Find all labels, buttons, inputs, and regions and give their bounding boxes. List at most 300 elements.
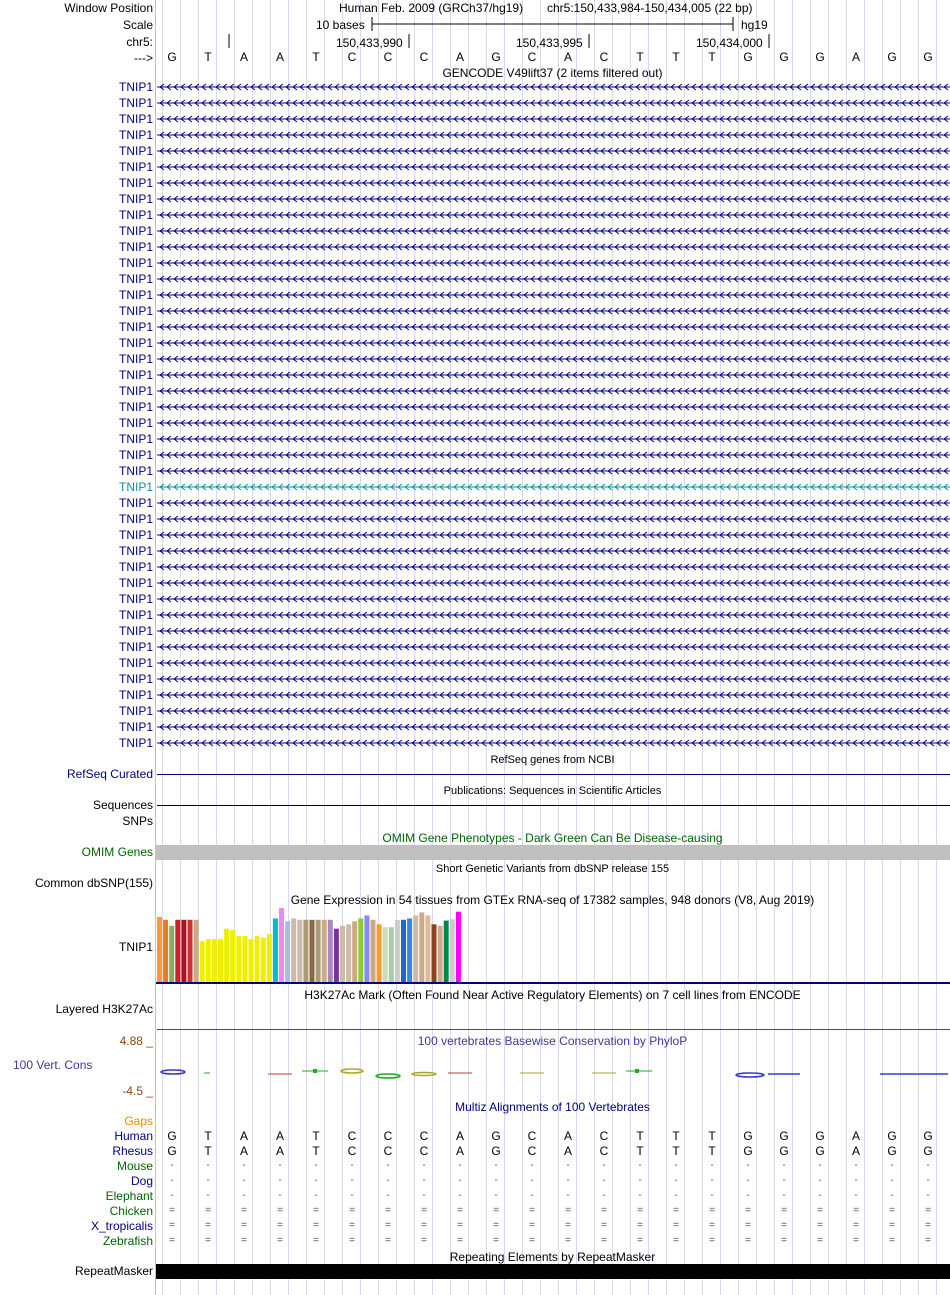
alignment-base: = — [169, 1220, 175, 1231]
gtex-tissue-bar[interactable] — [358, 918, 363, 982]
gtex-tissue-bar[interactable] — [419, 912, 424, 982]
gencode-transcript[interactable] — [155, 339, 950, 347]
omim-label[interactable]: OMIM Genes — [81, 845, 153, 859]
alignment-base: G — [491, 1144, 501, 1158]
dbsnp-label[interactable]: Common dbSNP(155) — [34, 876, 153, 890]
gtex-tissue-bar[interactable] — [346, 924, 351, 982]
window-position-label: Window Position — [64, 1, 153, 15]
alignment-base: - — [890, 1175, 894, 1186]
alignment-base: = — [709, 1205, 715, 1216]
gtex-tissue-bar[interactable] — [383, 927, 388, 982]
alignment-base: - — [854, 1160, 858, 1171]
gencode-gene-label[interactable]: TNIP1 — [118, 448, 153, 462]
alignment-base: = — [349, 1205, 355, 1216]
alignment-base: - — [854, 1175, 858, 1186]
gtex-tissue-bar[interactable] — [303, 920, 308, 982]
gencode-gene-label[interactable]: TNIP1 — [118, 224, 153, 238]
alignment-base: = — [673, 1235, 679, 1246]
alignment-base: - — [890, 1190, 894, 1201]
reference-base: A — [563, 50, 572, 64]
alignment-base: C — [383, 1144, 393, 1158]
gencode-gene-label[interactable]: TNIP1 — [118, 368, 153, 382]
alignment-base: A — [275, 1144, 284, 1158]
gtex-tissue-bar[interactable] — [181, 920, 186, 982]
gtex-tissue-bar[interactable] — [371, 920, 376, 982]
alignment-base: = — [601, 1235, 607, 1246]
repeatmasker-label[interactable]: RepeatMasker — [74, 1264, 153, 1278]
alignment-base: A — [851, 1129, 860, 1143]
gencode-transcript[interactable] — [155, 179, 950, 187]
gencode-gene-label[interactable]: TNIP1 — [118, 336, 153, 350]
gtex-tissue-bar[interactable] — [157, 917, 162, 982]
alignment-base: = — [529, 1235, 535, 1246]
gencode-gene-label[interactable]: TNIP1 — [118, 192, 153, 206]
gtex-tissue-bar[interactable] — [218, 939, 223, 982]
alignment-base: G — [887, 1129, 897, 1143]
scale-text: 10 bases — [316, 18, 365, 32]
snps-label[interactable]: SNPs — [122, 814, 153, 828]
alignment-base: = — [529, 1220, 535, 1231]
alignment-base: = — [529, 1205, 535, 1216]
alignment-base: A — [851, 1144, 860, 1158]
gtex-tissue-bar[interactable] — [310, 920, 315, 982]
alignment-base: - — [170, 1160, 174, 1171]
alignment-base: = — [169, 1205, 175, 1216]
alignment-base: = — [673, 1205, 679, 1216]
gencode-gene-label[interactable]: TNIP1 — [118, 352, 153, 366]
gencode-transcript[interactable] — [155, 563, 950, 571]
alignment-base: = — [421, 1205, 427, 1216]
gencode-gene-label[interactable]: TNIP1 — [118, 256, 153, 270]
gencode-transcript[interactable] — [155, 659, 950, 667]
alignment-base: T — [204, 1144, 212, 1158]
alignment-base: = — [493, 1235, 499, 1246]
alignment-base: - — [206, 1175, 210, 1186]
refseq-label[interactable]: RefSeq Curated — [66, 767, 153, 781]
reference-base: C — [419, 50, 429, 64]
alignment-base: - — [710, 1175, 714, 1186]
gencode-transcript[interactable] — [155, 579, 950, 587]
repeatmasker-title: Repeating Elements by RepeatMasker — [449, 1250, 656, 1264]
gtex-tissue-bar[interactable] — [285, 921, 290, 982]
gencode-gene-label[interactable]: TNIP1 — [118, 320, 153, 334]
gencode-gene-label[interactable]: TNIP1 — [118, 720, 153, 734]
gtex-tissue-bar[interactable] — [444, 921, 449, 982]
gtex-tissue-bar[interactable] — [279, 908, 284, 982]
alignment-base: = — [457, 1235, 463, 1246]
gencode-gene-label[interactable]: TNIP1 — [118, 144, 153, 158]
gtex-tissue-bar[interactable] — [395, 920, 400, 982]
species-label[interactable]: Elephant — [105, 1189, 153, 1203]
alignment-base: - — [566, 1175, 570, 1186]
alignment-base: - — [386, 1190, 390, 1201]
gencode-gene-label[interactable]: TNIP1 — [118, 656, 153, 670]
gencode-transcript[interactable] — [155, 611, 950, 619]
alignment-base: C — [599, 1129, 609, 1143]
gencode-transcript[interactable] — [155, 355, 950, 363]
alignment-base: - — [566, 1160, 570, 1171]
gtex-tissue-bar[interactable] — [364, 915, 369, 982]
gencode-transcript[interactable] — [155, 419, 950, 427]
gtex-tissue-bar[interactable] — [438, 926, 443, 982]
pubs-line[interactable] — [157, 805, 950, 806]
alignment-base: G — [167, 1144, 177, 1158]
alignment-base: - — [278, 1190, 282, 1201]
gtex-tissue-bar[interactable] — [236, 936, 241, 982]
alignment-base: A — [239, 1129, 248, 1143]
gencode-gene-label[interactable]: TNIP1 — [118, 480, 153, 494]
reference-base: G — [779, 50, 789, 64]
alignment-base: - — [818, 1175, 822, 1186]
gencode-transcript[interactable] — [155, 691, 950, 699]
gtex-label[interactable]: TNIP1 — [118, 940, 153, 954]
gencode-gene-label[interactable]: TNIP1 — [118, 112, 153, 126]
gtex-title: Gene Expression in 54 tissues from GTEx RNA-seq of 17382 samples, 948 donors (V8, Aug 2019) — [290, 893, 815, 907]
species-label[interactable]: Human — [114, 1129, 153, 1143]
gencode-gene-label[interactable]: TNIP1 — [118, 592, 153, 606]
gtex-tissue-bar[interactable] — [456, 912, 461, 982]
alignment-base: - — [566, 1190, 570, 1201]
gencode-title: GENCODE V49lift37 (2 items filtered out) — [442, 66, 663, 80]
gencode-transcript[interactable] — [155, 403, 950, 411]
gtex-tissue-bar[interactable] — [242, 936, 247, 982]
gtex-tissue-bar[interactable] — [212, 939, 217, 982]
species-label[interactable]: Rhesus — [112, 1144, 153, 1158]
gencode-transcript[interactable] — [155, 387, 950, 395]
gtex-tissue-bar[interactable] — [163, 920, 168, 982]
gencode-transcript[interactable] — [155, 627, 950, 635]
reference-base: G — [815, 50, 825, 64]
alignment-base: - — [314, 1175, 318, 1186]
gencode-transcript[interactable] — [155, 147, 950, 155]
alignment-base: = — [637, 1205, 643, 1216]
gtex-tissue-bar[interactable] — [255, 936, 260, 982]
gaps-label[interactable]: Gaps — [124, 1114, 153, 1128]
gencode-transcript[interactable] — [155, 211, 950, 219]
alignment-base: = — [745, 1235, 751, 1246]
alignment-base: = — [421, 1235, 427, 1246]
alignment-base: - — [422, 1175, 426, 1186]
gencode-transcript[interactable] — [155, 451, 950, 459]
alignment-base: C — [527, 1129, 537, 1143]
alignment-base: - — [926, 1160, 930, 1171]
alignment-base: = — [277, 1205, 283, 1216]
gtex-tissue-bar[interactable] — [230, 930, 235, 982]
alignment-base: = — [349, 1220, 355, 1231]
alignment-base: T — [708, 1144, 716, 1158]
alignment-base: = — [709, 1220, 715, 1231]
gencode-gene-label[interactable]: TNIP1 — [118, 80, 153, 94]
gencode-gene-label[interactable]: TNIP1 — [118, 608, 153, 622]
gencode-gene-label[interactable]: TNIP1 — [118, 576, 153, 590]
alignment-base: - — [818, 1190, 822, 1201]
gtex-tissue-bar[interactable] — [291, 918, 296, 982]
alignment-base: A — [455, 1129, 464, 1143]
alignment-base: T — [672, 1129, 680, 1143]
gencode-gene-label[interactable]: TNIP1 — [118, 560, 153, 574]
multiz-title: Multiz Alignments of 100 Vertebrates — [455, 1100, 650, 1114]
alignment-base: - — [674, 1160, 678, 1171]
gencode-transcript[interactable] — [155, 531, 950, 539]
alignment-base: = — [385, 1235, 391, 1246]
alignment-base: G — [887, 1144, 897, 1158]
tick-label: 150,433,990 — [336, 36, 403, 50]
gtex-tissue-bar[interactable] — [175, 920, 180, 982]
alignment-base: - — [170, 1190, 174, 1201]
gencode-gene-label[interactable]: TNIP1 — [118, 160, 153, 174]
alignment-base: = — [385, 1205, 391, 1216]
gencode-transcript[interactable] — [155, 323, 950, 331]
alignment-base: - — [350, 1175, 354, 1186]
gencode-gene-label[interactable]: TNIP1 — [118, 416, 153, 430]
gencode-gene-label[interactable]: TNIP1 — [118, 288, 153, 302]
gencode-gene-label[interactable]: TNIP1 — [118, 544, 153, 558]
alignment-base: - — [314, 1190, 318, 1201]
alignment-base: - — [530, 1190, 534, 1201]
gtex-tissue-bar[interactable] — [425, 915, 430, 982]
gencode-transcript[interactable] — [155, 195, 950, 203]
gtex-tissue-bar[interactable] — [261, 938, 266, 982]
alignment-base: = — [637, 1235, 643, 1246]
alignment-base: - — [494, 1175, 498, 1186]
phylop-label[interactable]: 100 Vert. Cons — [13, 1058, 93, 1072]
gencode-gene-label[interactable]: TNIP1 — [118, 528, 153, 542]
gencode-gene-label[interactable]: TNIP1 — [118, 304, 153, 318]
dbsnp-title: Short Genetic Variants from dbSNP release 155 — [435, 863, 670, 875]
chrom-label: chr5: — [126, 35, 153, 49]
gencode-transcript[interactable] — [155, 515, 950, 523]
alignment-base: - — [386, 1160, 390, 1171]
species-label[interactable]: Dog — [130, 1174, 153, 1188]
species-label[interactable]: Zebrafish — [102, 1234, 153, 1248]
alignment-base: G — [923, 1144, 933, 1158]
alignment-base: - — [350, 1160, 354, 1171]
alignment-base: = — [313, 1220, 319, 1231]
gtex-tissue-bar[interactable] — [188, 920, 193, 982]
gencode-gene-label[interactable]: TNIP1 — [118, 384, 153, 398]
gencode-transcript[interactable] — [155, 307, 950, 315]
gencode-gene-label[interactable]: TNIP1 — [118, 272, 153, 286]
gencode-transcript[interactable] — [155, 707, 950, 715]
gencode-gene-label[interactable]: TNIP1 — [118, 240, 153, 254]
alignment-base: T — [636, 1129, 644, 1143]
alignment-base: - — [782, 1175, 786, 1186]
reference-base: A — [239, 50, 248, 64]
h3k27ac-signal-line[interactable] — [157, 1029, 950, 1030]
gencode-transcript[interactable] — [155, 371, 950, 379]
gtex-tissue-bar[interactable] — [249, 939, 254, 982]
alignment-base: - — [602, 1190, 606, 1201]
reference-base: G — [743, 50, 753, 64]
alignment-base: - — [242, 1160, 246, 1171]
alignment-base: T — [312, 1144, 320, 1158]
alignment-base: - — [422, 1160, 426, 1171]
gencode-transcript[interactable] — [155, 643, 950, 651]
alignment-base: = — [385, 1220, 391, 1231]
gencode-gene-label[interactable]: TNIP1 — [118, 208, 153, 222]
gtex-tissue-bar[interactable] — [224, 929, 229, 982]
alignment-base: = — [889, 1235, 895, 1246]
gencode-transcript[interactable] — [155, 259, 950, 267]
alignment-base: - — [278, 1160, 282, 1171]
gencode-gene-label[interactable]: TNIP1 — [118, 128, 153, 142]
gencode-gene-label[interactable]: TNIP1 — [118, 464, 153, 478]
alignment-base: G — [779, 1129, 789, 1143]
phylop-min: -4.5 _ — [122, 1084, 153, 1098]
gtex-tissue-bar[interactable] — [401, 920, 406, 982]
alignment-base: T — [636, 1144, 644, 1158]
reference-base: A — [455, 50, 464, 64]
alignment-base: - — [278, 1175, 282, 1186]
alignment-base: = — [745, 1205, 751, 1216]
h3k27ac-title: H3K27Ac Mark (Often Found Near Active Regulatory Elements) on 7 cell lines from ENCODE — [304, 988, 801, 1002]
gtex-tissue-bar[interactable] — [297, 920, 302, 982]
gencode-gene-label[interactable]: TNIP1 — [118, 432, 153, 446]
reference-base: G — [491, 50, 501, 64]
gencode-transcript[interactable] — [155, 547, 950, 555]
gtex-tissue-bar[interactable] — [267, 934, 272, 982]
gtex-tissue-bar[interactable] — [322, 920, 327, 982]
alignment-base: = — [457, 1205, 463, 1216]
gencode-transcript[interactable] — [155, 739, 950, 747]
gencode-transcript[interactable] — [155, 291, 950, 299]
gtex-tissue-bar[interactable] — [450, 919, 455, 982]
refseq-gene-line[interactable] — [157, 774, 950, 775]
alignment-base: = — [493, 1205, 499, 1216]
refseq-title: RefSeq genes from NCBI — [490, 754, 615, 766]
gencode-transcript[interactable] — [155, 595, 950, 603]
species-label[interactable]: Mouse — [116, 1159, 153, 1173]
gtex-tissue-bar[interactable] — [377, 924, 382, 982]
gencode-gene-label[interactable]: TNIP1 — [118, 704, 153, 718]
alignment-base: = — [241, 1220, 247, 1231]
gencode-transcript[interactable] — [155, 483, 950, 491]
gencode-gene-label[interactable]: TNIP1 — [118, 624, 153, 638]
alignment-base: = — [277, 1235, 283, 1246]
gencode-transcript[interactable] — [155, 163, 950, 171]
alignment-base: - — [638, 1175, 642, 1186]
alignment-base: - — [854, 1190, 858, 1201]
alignment-base: = — [205, 1220, 211, 1231]
position-text: chr5:150,433,984-150,434,005 (22 bp) — [547, 1, 753, 15]
alignment-base: = — [817, 1220, 823, 1231]
gencode-transcript[interactable] — [155, 227, 950, 235]
gencode-transcript[interactable] — [155, 275, 950, 283]
alignment-base: - — [818, 1160, 822, 1171]
gtex-tissue-bar[interactable] — [206, 939, 211, 982]
gtex-tissue-bar[interactable] — [389, 927, 394, 982]
gtex-tissue-bar[interactable] — [273, 918, 278, 982]
reference-base: T — [312, 50, 320, 64]
repeatmasker-bar[interactable] — [156, 1264, 950, 1279]
alignment-base: = — [349, 1235, 355, 1246]
gtex-tissue-bar[interactable] — [432, 924, 437, 982]
alignment-base: G — [815, 1129, 825, 1143]
reference-base: T — [708, 50, 716, 64]
species-label[interactable]: X_tropicalis — [90, 1219, 153, 1233]
alignment-base: - — [746, 1160, 750, 1171]
alignment-base: = — [565, 1235, 571, 1246]
alignment-base: - — [386, 1175, 390, 1186]
species-label[interactable]: Chicken — [109, 1204, 153, 1218]
gtex-tissue-bar[interactable] — [316, 920, 321, 982]
gtex-tissue-bar[interactable] — [340, 926, 345, 982]
alignment-base: = — [313, 1235, 319, 1246]
gencode-gene-label[interactable]: TNIP1 — [118, 496, 153, 510]
alignment-base: - — [494, 1190, 498, 1201]
alignment-base: G — [743, 1129, 753, 1143]
alignment-base: - — [530, 1160, 534, 1171]
omim-title: OMIM Gene Phenotypes - Dark Green Can Be Disease-causing — [382, 831, 723, 845]
strand-label: ---> — [134, 51, 153, 65]
gtex-tissue-bar[interactable] — [169, 926, 174, 982]
alignment-base: G — [743, 1144, 753, 1158]
h3k27ac-label[interactable]: Layered H3K27Ac — [55, 1002, 153, 1016]
scale-label: Scale — [122, 18, 153, 32]
alignment-base: = — [853, 1205, 859, 1216]
alignment-base: C — [527, 1144, 537, 1158]
reference-base: C — [527, 50, 537, 64]
gtex-tissue-bar[interactable] — [352, 921, 357, 982]
alignment-base: - — [710, 1160, 714, 1171]
alignment-base: C — [347, 1129, 357, 1143]
alignment-base: - — [890, 1160, 894, 1171]
gtex-bar-chart[interactable] — [0, 905, 950, 987]
alignment-base: - — [206, 1160, 210, 1171]
gencode-gene-label[interactable]: TNIP1 — [118, 688, 153, 702]
gtex-tissue-bar[interactable] — [407, 918, 412, 982]
gtex-tissue-bar[interactable] — [328, 920, 333, 982]
gencode-gene-label[interactable]: TNIP1 — [118, 176, 153, 190]
scale-db: hg19 — [741, 18, 768, 32]
gencode-transcript[interactable] — [155, 723, 950, 731]
pubs-label[interactable]: Sequences — [92, 798, 153, 812]
gtex-tissue-bar[interactable] — [200, 941, 205, 982]
pubs-title: Publications: Sequences in Scientific Articles — [443, 785, 662, 797]
assembly-text[interactable]: Human Feb. 2009 (GRCh37/hg19) — [339, 1, 524, 15]
gencode-gene-label[interactable]: TNIP1 — [118, 400, 153, 414]
gencode-gene-label[interactable]: TNIP1 — [118, 736, 153, 750]
gencode-transcript[interactable] — [155, 83, 950, 91]
gencode-transcript[interactable] — [155, 435, 950, 443]
gencode-transcript[interactable] — [155, 467, 950, 475]
gtex-tissue-bar[interactable] — [413, 915, 418, 982]
gencode-transcript[interactable] — [155, 115, 950, 123]
alignment-base: = — [565, 1205, 571, 1216]
alignment-base: - — [602, 1175, 606, 1186]
gtex-tissue-bar[interactable] — [334, 929, 339, 982]
gencode-transcript[interactable] — [155, 99, 950, 107]
gencode-gene-label[interactable]: TNIP1 — [118, 672, 153, 686]
alignment-base: A — [563, 1129, 572, 1143]
alignment-base: - — [458, 1160, 462, 1171]
omim-bar[interactable] — [156, 845, 950, 860]
gtex-tissue-bar[interactable] — [194, 920, 199, 982]
gencode-transcript[interactable] — [155, 131, 950, 139]
alignment-base: - — [458, 1190, 462, 1201]
gencode-transcript[interactable] — [155, 499, 950, 507]
gencode-gene-label[interactable]: TNIP1 — [118, 640, 153, 654]
reference-base: G — [887, 50, 897, 64]
gencode-gene-label[interactable]: TNIP1 — [118, 96, 153, 110]
gencode-transcript[interactable] — [155, 243, 950, 251]
alignment-base: C — [599, 1144, 609, 1158]
alignment-base: - — [710, 1190, 714, 1201]
gencode-gene-label[interactable]: TNIP1 — [118, 512, 153, 526]
gencode-transcript[interactable] — [155, 675, 950, 683]
phylop-wiggle[interactable] — [0, 1064, 950, 1084]
reference-base: G — [923, 50, 933, 64]
